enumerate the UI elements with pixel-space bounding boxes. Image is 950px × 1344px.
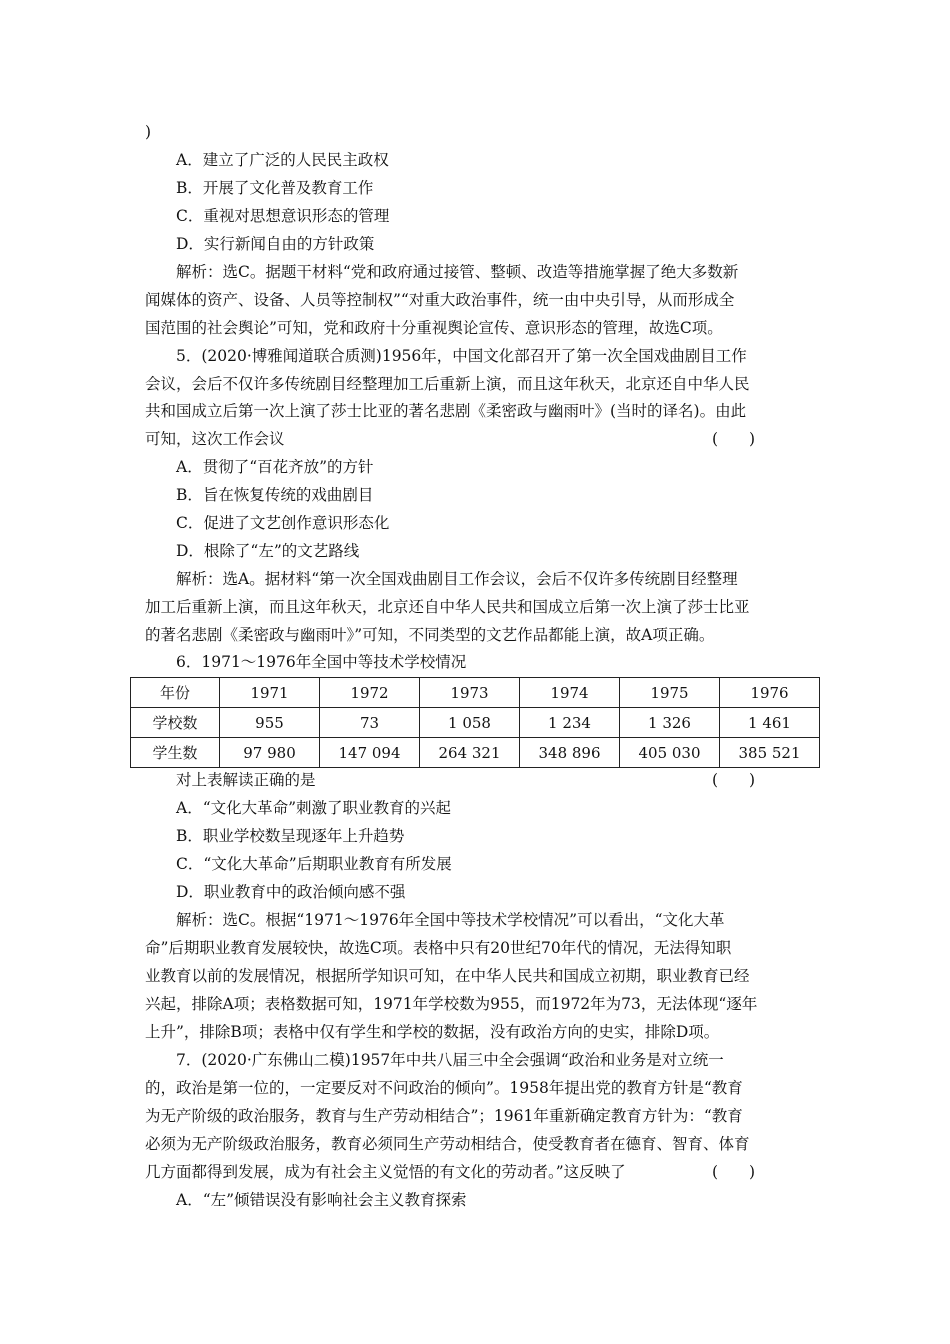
q4-option-c: C．重视对思想意识形态的管理 [176,207,390,225]
q4-option-a: A．建立了广泛的人民民主政权 [176,151,389,169]
table-cell: 264 321 [420,738,520,768]
q4-option-b: B．开展了文化普及教育工作 [176,179,374,197]
q7-stem-line: 必须为无产阶级政治服务，教育必须同生产劳动相结合，使受教育者在德育、智育、体育 [145,1135,750,1153]
q6-prompt: 对上表解读正确的是 [176,771,316,789]
q6-option-c: C．“文化大革命”后期职业教育有所发展 [176,855,452,873]
table-cell: 学生数 [131,738,220,768]
table-cell: 348 896 [520,738,620,768]
table-row [131,708,820,738]
q6-analysis-line: 解析：选C。根据“1971～1976年全国中等技术学校情况”可以看出，“文化大革 [176,911,725,929]
table-cell: 955 [220,708,320,738]
table-cell: 73 [320,708,420,738]
table-cell: 1 326 [620,708,720,738]
q7-stem-line: 的，政治是第一位的，一定要反对不问政治的倾向”。1958年提出党的教育方针是“教育 [145,1079,743,1097]
q6-analysis-line: 命”后期职业教育发展较快，故选C项。表格中只有20世纪70年代的情况，无法得知职 [145,939,732,957]
table-header-cell: 1975 [620,678,720,708]
table-header-cell: 年份 [131,678,220,708]
q7-option-a: A．“左”倾错误没有影响社会主义教育探索 [176,1191,467,1209]
table-cell: 385 521 [720,738,820,768]
table-header-cell: 1976 [720,678,820,708]
q7-stem-line: 7．(2020·广东佛山二模)1957年中共八届三中全会强调“政治和业务是对立统一 [176,1051,724,1069]
q5-answer-blank: ( ) [712,430,756,448]
q7-stem-line: 几方面都得到发展，成为有社会主义觉悟的有文化的劳动者。”这反映了 [145,1163,626,1181]
q6-stem: 6．1971～1976年全国中等技术学校情况 [176,653,467,671]
q5-analysis-line: 的著名悲剧《柔密政与幽雨叶》”可知，不同类型的文艺作品都能上演，故A项正确。 [145,626,715,644]
q5-stem-line: 会议，会后不仅许多传统剧目经整理加工后重新上演，而且这年秋天，北京还自中华人民 [145,375,750,393]
table-header-cell: 1974 [520,678,620,708]
q5-stem-line: 共和国成立后第一次上演了莎士比亚的著名悲剧《柔密政与幽雨叶》(当时的译名)。由此 [145,402,747,420]
q5-stem-line: 可知，这次工作会议 [145,430,285,448]
table-cell: 405 030 [620,738,720,768]
q6-analysis-line: 上升”，排除B项；表格中仅有学生和学校的数据，没有政治方向的史实，排除D项。 [145,1023,720,1041]
q5-option-d: D．根除了“左”的文艺路线 [176,542,360,560]
q5-analysis-line: 加工后重新上演，而且这年秋天，北京还自中华人民共和国成立后第一次上演了莎士比亚 [145,598,750,616]
q5-option-b: B．旨在恢复传统的戏曲剧目 [176,486,374,504]
q7-stem-line: 为无产阶级的政治服务，教育与生产劳动相结合”；1961年重新确定教育方针为：“教育 [145,1107,743,1125]
q6-answer-blank: ( ) [712,771,756,789]
table-cell: 学校数 [131,708,220,738]
q6-analysis-line: 兴起，排除A项；表格数据可知，1971年学校数为955，而1972年为73，无法体现“逐年 [145,995,758,1013]
q5-analysis-line: 解析：选A。据材料“第一次全国戏曲剧目工作会议，会后不仅许多传统剧目经整理 [176,570,738,588]
table-header-cell: 1972 [320,678,420,708]
q5-option-c: C．促进了文艺创作意识形态化 [176,514,390,532]
q4-analysis-line: 闻媒体的资产、设备、人员等控制权”“对重大政治事件，统一由中央引导，从而形成全 [145,291,735,309]
q5-option-a: A．贯彻了“百花齐放”的方针 [176,458,374,476]
q4-stem-cont: ) [145,123,152,141]
q6-option-a: A．“文化大革命”刺激了职业教育的兴起 [176,799,452,817]
table-header-cell: 1971 [220,678,320,708]
q4-analysis-line: 解析：选C。据题干材料“党和政府通过接管、整顿、改造等措施掌握了绝大多数新 [176,263,739,281]
table-row [131,738,820,768]
q4-option-d: D．实行新闻自由的方针政策 [176,235,375,253]
table-cell: 147 094 [320,738,420,768]
table-cell: 1 234 [520,708,620,738]
q6-option-b: B．职业学校数呈现逐年上升趋势 [176,827,405,845]
table-cell: 97 980 [220,738,320,768]
q7-answer-blank: ( ) [712,1163,756,1181]
q4-analysis-line: 国范围的社会舆论”可知，党和政府十分重视舆论宣传、意识形态的管理，故选C项。 [145,319,723,337]
school-statistics-table [130,677,820,768]
q5-stem-line: 5．(2020·博雅闻道联合质测)1956年，中国文化部召开了第一次全国戏曲剧目工作 [176,347,747,365]
table-cell: 1 461 [720,708,820,738]
q6-analysis-line: 业教育以前的发展情况，根据所学知识可知，在中华人民共和国成立初期，职业教育已经 [145,967,750,985]
q6-option-d: D．职业教育中的政治倾向感不强 [176,883,406,901]
table-header-row [131,678,820,708]
table-cell: 1 058 [420,708,520,738]
table-header-cell: 1973 [420,678,520,708]
